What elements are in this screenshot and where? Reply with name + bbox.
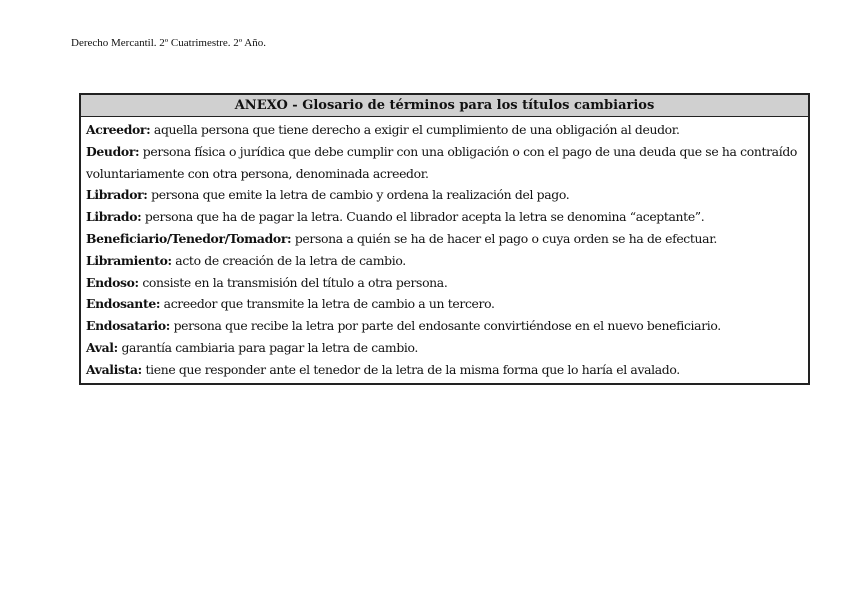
glossary-term: Avalista: <box>86 361 142 377</box>
glossary-definition: acreedor que transmite la letra de cambio a un tercero. <box>160 296 495 312</box>
glossary-term: Beneficiario/Tenedor/Tomador: <box>86 230 292 246</box>
glossary-definition: persona que ha de pagar la letra. Cuando el librador acepta la letra se denomina “aceptante”. <box>141 209 705 225</box>
glossary-entry-avalista <box>86 359 803 381</box>
glossary-title: ANEXO - Glosario de términos para los títulos cambiarios <box>81 95 808 117</box>
glossary-definition: persona que emite la letra de cambio y ordena la realización del pago. <box>147 187 570 203</box>
glossary-definition: persona que recibe la letra por parte del endosante convirtiéndose en el nuevo beneficiario. <box>170 318 721 334</box>
glossary-term: Endosante: <box>86 296 161 312</box>
glossary-term: Endoso: <box>86 274 139 290</box>
glossary-term: Librador: <box>86 187 148 203</box>
glossary-definition: acto de creación de la letra de cambio. <box>171 252 406 268</box>
glossary-term: Endosatario: <box>86 318 171 334</box>
glossary-entry-endosante <box>86 293 803 315</box>
glossary-entry-libramiento <box>86 250 803 272</box>
glossary-term: Librado: <box>86 209 142 225</box>
glossary-entry-librador <box>86 184 803 206</box>
glossary-entry-endosatario <box>86 315 803 337</box>
glossary-entry-librado <box>86 206 803 228</box>
glossary-entry-acreedor <box>86 119 803 141</box>
glossary-table <box>79 93 810 385</box>
page-header: Derecho Mercantil. 2º Cuatrimestre. 2º Año. <box>71 37 266 49</box>
glossary-definition: persona física o jurídica que debe cumplir con una obligación o con el pago de una deuda que se ha contraído voluntariamente con otra persona, denominada acreedor. <box>86 143 798 181</box>
glossary-term: Deudor: <box>86 143 140 159</box>
glossary-entry-aval <box>86 337 803 359</box>
glossary-entry-endoso <box>86 272 803 294</box>
glossary-entry-beneficiario <box>86 228 803 250</box>
glossary-definition: aquella persona que tiene derecho a exigir el cumplimiento de una obligación al deudor. <box>150 122 680 137</box>
glossary-definition: garantía cambiaria para pagar la letra de cambio. <box>117 339 418 355</box>
glossary-definition: tiene que responder ante el tenedor de la letra de la misma forma que lo haría el avalado. <box>141 361 680 377</box>
glossary-definition: persona a quién se ha de hacer el pago o cuya orden se ha de efectuar. <box>291 230 717 246</box>
glossary-definition: consiste en la transmisión del título a otra persona. <box>138 274 448 290</box>
glossary-body <box>81 117 808 383</box>
glossary-term: Acreedor: <box>86 122 151 137</box>
glossary-term: Libramiento: <box>86 252 172 268</box>
glossary-entry-deudor <box>86 141 803 185</box>
glossary-term: Aval: <box>86 339 118 355</box>
